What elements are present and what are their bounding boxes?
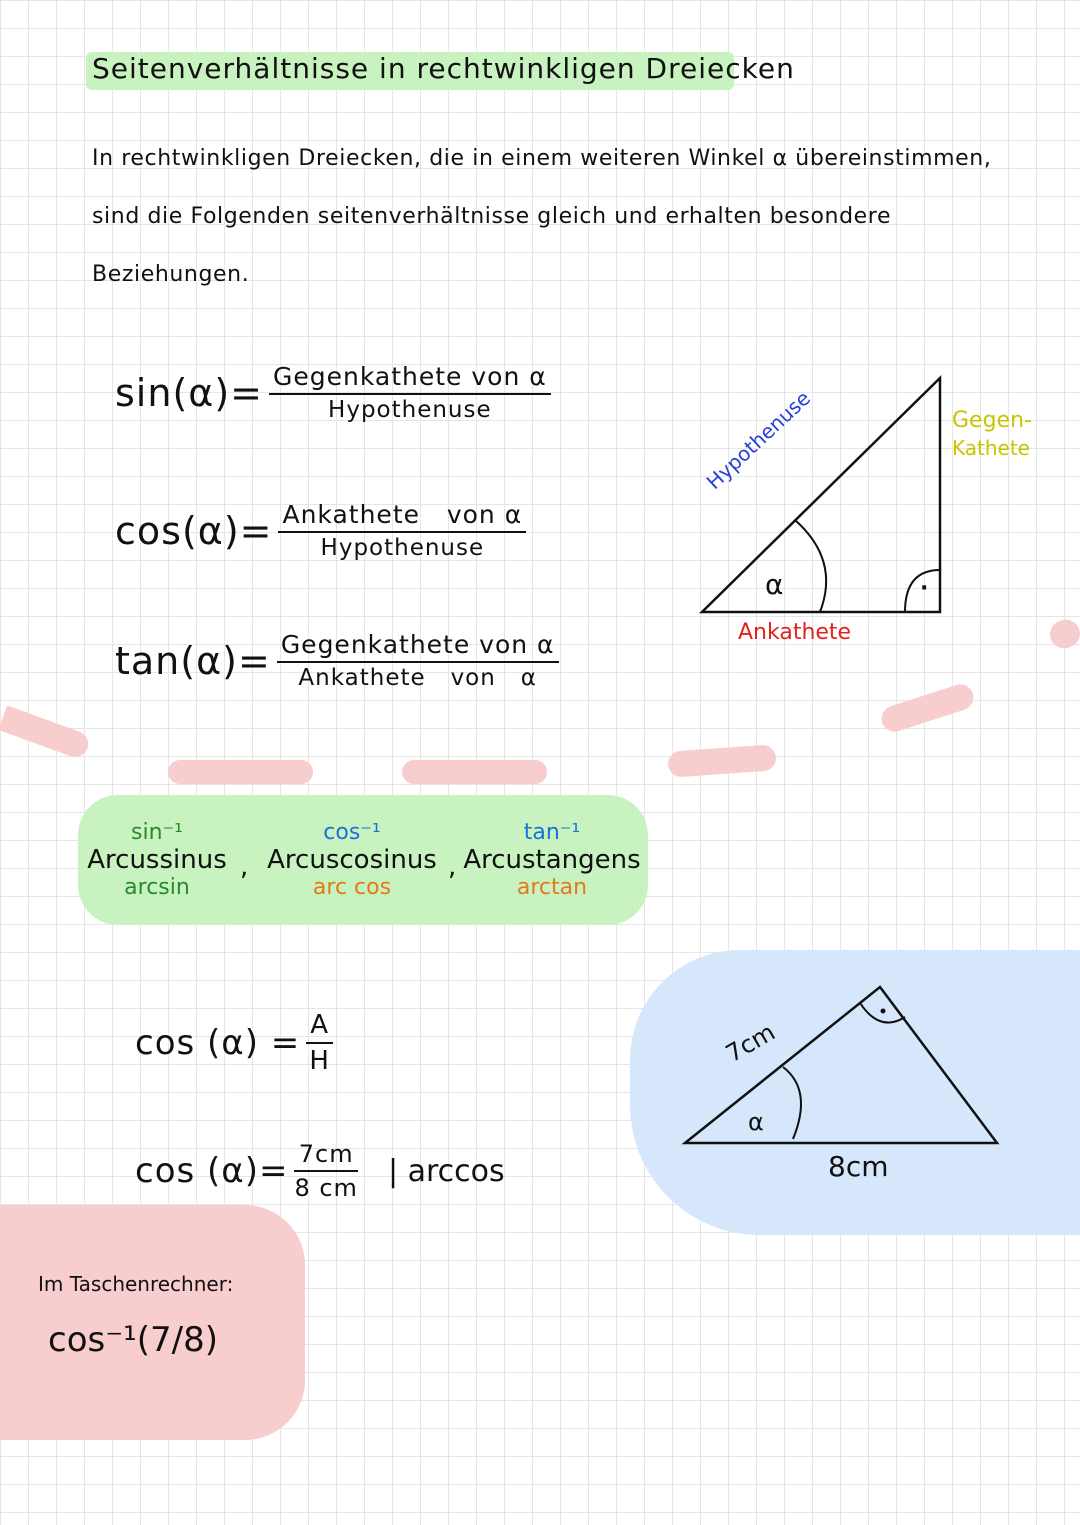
sin-inverse-notation: sin⁻¹ xyxy=(131,820,183,845)
separator-comma-1: , xyxy=(240,852,249,882)
triangle-diagram-2 xyxy=(675,975,1015,1155)
adjacent-label: Ankathete xyxy=(738,620,852,645)
triangle-1-right-angle-dot: · xyxy=(920,576,929,601)
decor-dash-1 xyxy=(0,705,92,760)
decor-dash-5 xyxy=(878,681,976,735)
triangle-1-outline xyxy=(702,378,940,612)
angle-arc-1 xyxy=(795,520,826,612)
decor-dash-2 xyxy=(168,760,313,784)
example-eq1-den: H xyxy=(309,1046,330,1076)
example-eq2-operation: | arccos xyxy=(387,1153,505,1189)
arcustangens-label: Arcustangens xyxy=(463,845,641,875)
calculator-label: Im Taschenrechner: xyxy=(38,1272,234,1296)
cos-inverse-notation: cos⁻¹ xyxy=(323,820,381,845)
example-eq2-num: 7cm xyxy=(294,1140,357,1172)
opposite-label-1: Gegen- xyxy=(952,408,1032,433)
cos-numerator: Ankathete von α xyxy=(278,500,526,533)
intro-line-3: Beziehungen. xyxy=(92,262,250,287)
sin-lhs: sin(α)= xyxy=(115,370,263,415)
arctan-group xyxy=(462,820,642,900)
tan-denominator: Ankathete von α xyxy=(298,665,537,691)
page-title: Seitenverhältnisse in rechtwinkligen Dreiecken xyxy=(92,52,795,85)
tan-inverse-notation: tan⁻¹ xyxy=(523,820,581,845)
intro-line-1: In rechtwinkligen Dreiecken, die in einem weiteren Winkel α übereinstimmen, xyxy=(92,146,992,171)
example-eq2-lhs: cos (α)= xyxy=(135,1151,289,1191)
intro-line-2: sind die Folgenden seitenverhältnisse gleich und erhalten besondere xyxy=(92,204,892,229)
example-eq1-lhs: cos (α) = xyxy=(135,1023,301,1063)
angle-arc-2 xyxy=(783,1067,801,1139)
triangle-2-angle-label: α xyxy=(748,1108,764,1136)
triangle-2-hyp-length: 7cm xyxy=(721,1017,780,1068)
arcuscosinus-label: Arcuscosinus xyxy=(267,845,437,875)
sin-formula xyxy=(115,362,551,423)
decor-dash-4 xyxy=(667,744,777,777)
triangle-2-outline xyxy=(685,987,997,1143)
example-eq-2 xyxy=(135,1140,505,1202)
sin-numerator: Gegenkathete von α xyxy=(269,362,551,395)
example-eq-1 xyxy=(135,1010,333,1076)
example-eq1-num: A xyxy=(306,1010,333,1044)
arccos-group xyxy=(262,820,442,900)
tan-lhs: tan(α)= xyxy=(115,638,271,683)
cos-lhs: cos(α)= xyxy=(115,508,273,553)
triangle-2-base-length: 8cm xyxy=(828,1150,889,1183)
arcsin-abbr: arcsin xyxy=(124,875,190,900)
opposite-label-2: Kathete xyxy=(952,436,1030,460)
arctan-abbr: arctan xyxy=(516,875,588,900)
arcsin-group xyxy=(82,820,232,900)
sin-denominator: Hypothenuse xyxy=(328,397,492,423)
calculator-expression: cos⁻¹(7/8) xyxy=(48,1320,219,1360)
separator-comma-2: , xyxy=(448,852,457,882)
tan-formula xyxy=(115,630,559,691)
hypotenuse-label: Hypothenuse xyxy=(701,385,816,494)
arcussinus-label: Arcussinus xyxy=(87,845,227,875)
decor-dash-3 xyxy=(402,760,547,784)
triangle-1-angle-label: α xyxy=(765,568,784,601)
cos-denominator: Hypothenuse xyxy=(320,535,485,561)
arccos-abbr: arc cos xyxy=(312,875,392,900)
tan-numerator: Gegenkathete von α xyxy=(277,630,559,663)
decor-dash-6 xyxy=(1046,616,1080,652)
example-eq2-den: 8 cm xyxy=(294,1174,358,1202)
cos-formula xyxy=(115,500,526,561)
right-angle-dot-2 xyxy=(881,1009,886,1014)
